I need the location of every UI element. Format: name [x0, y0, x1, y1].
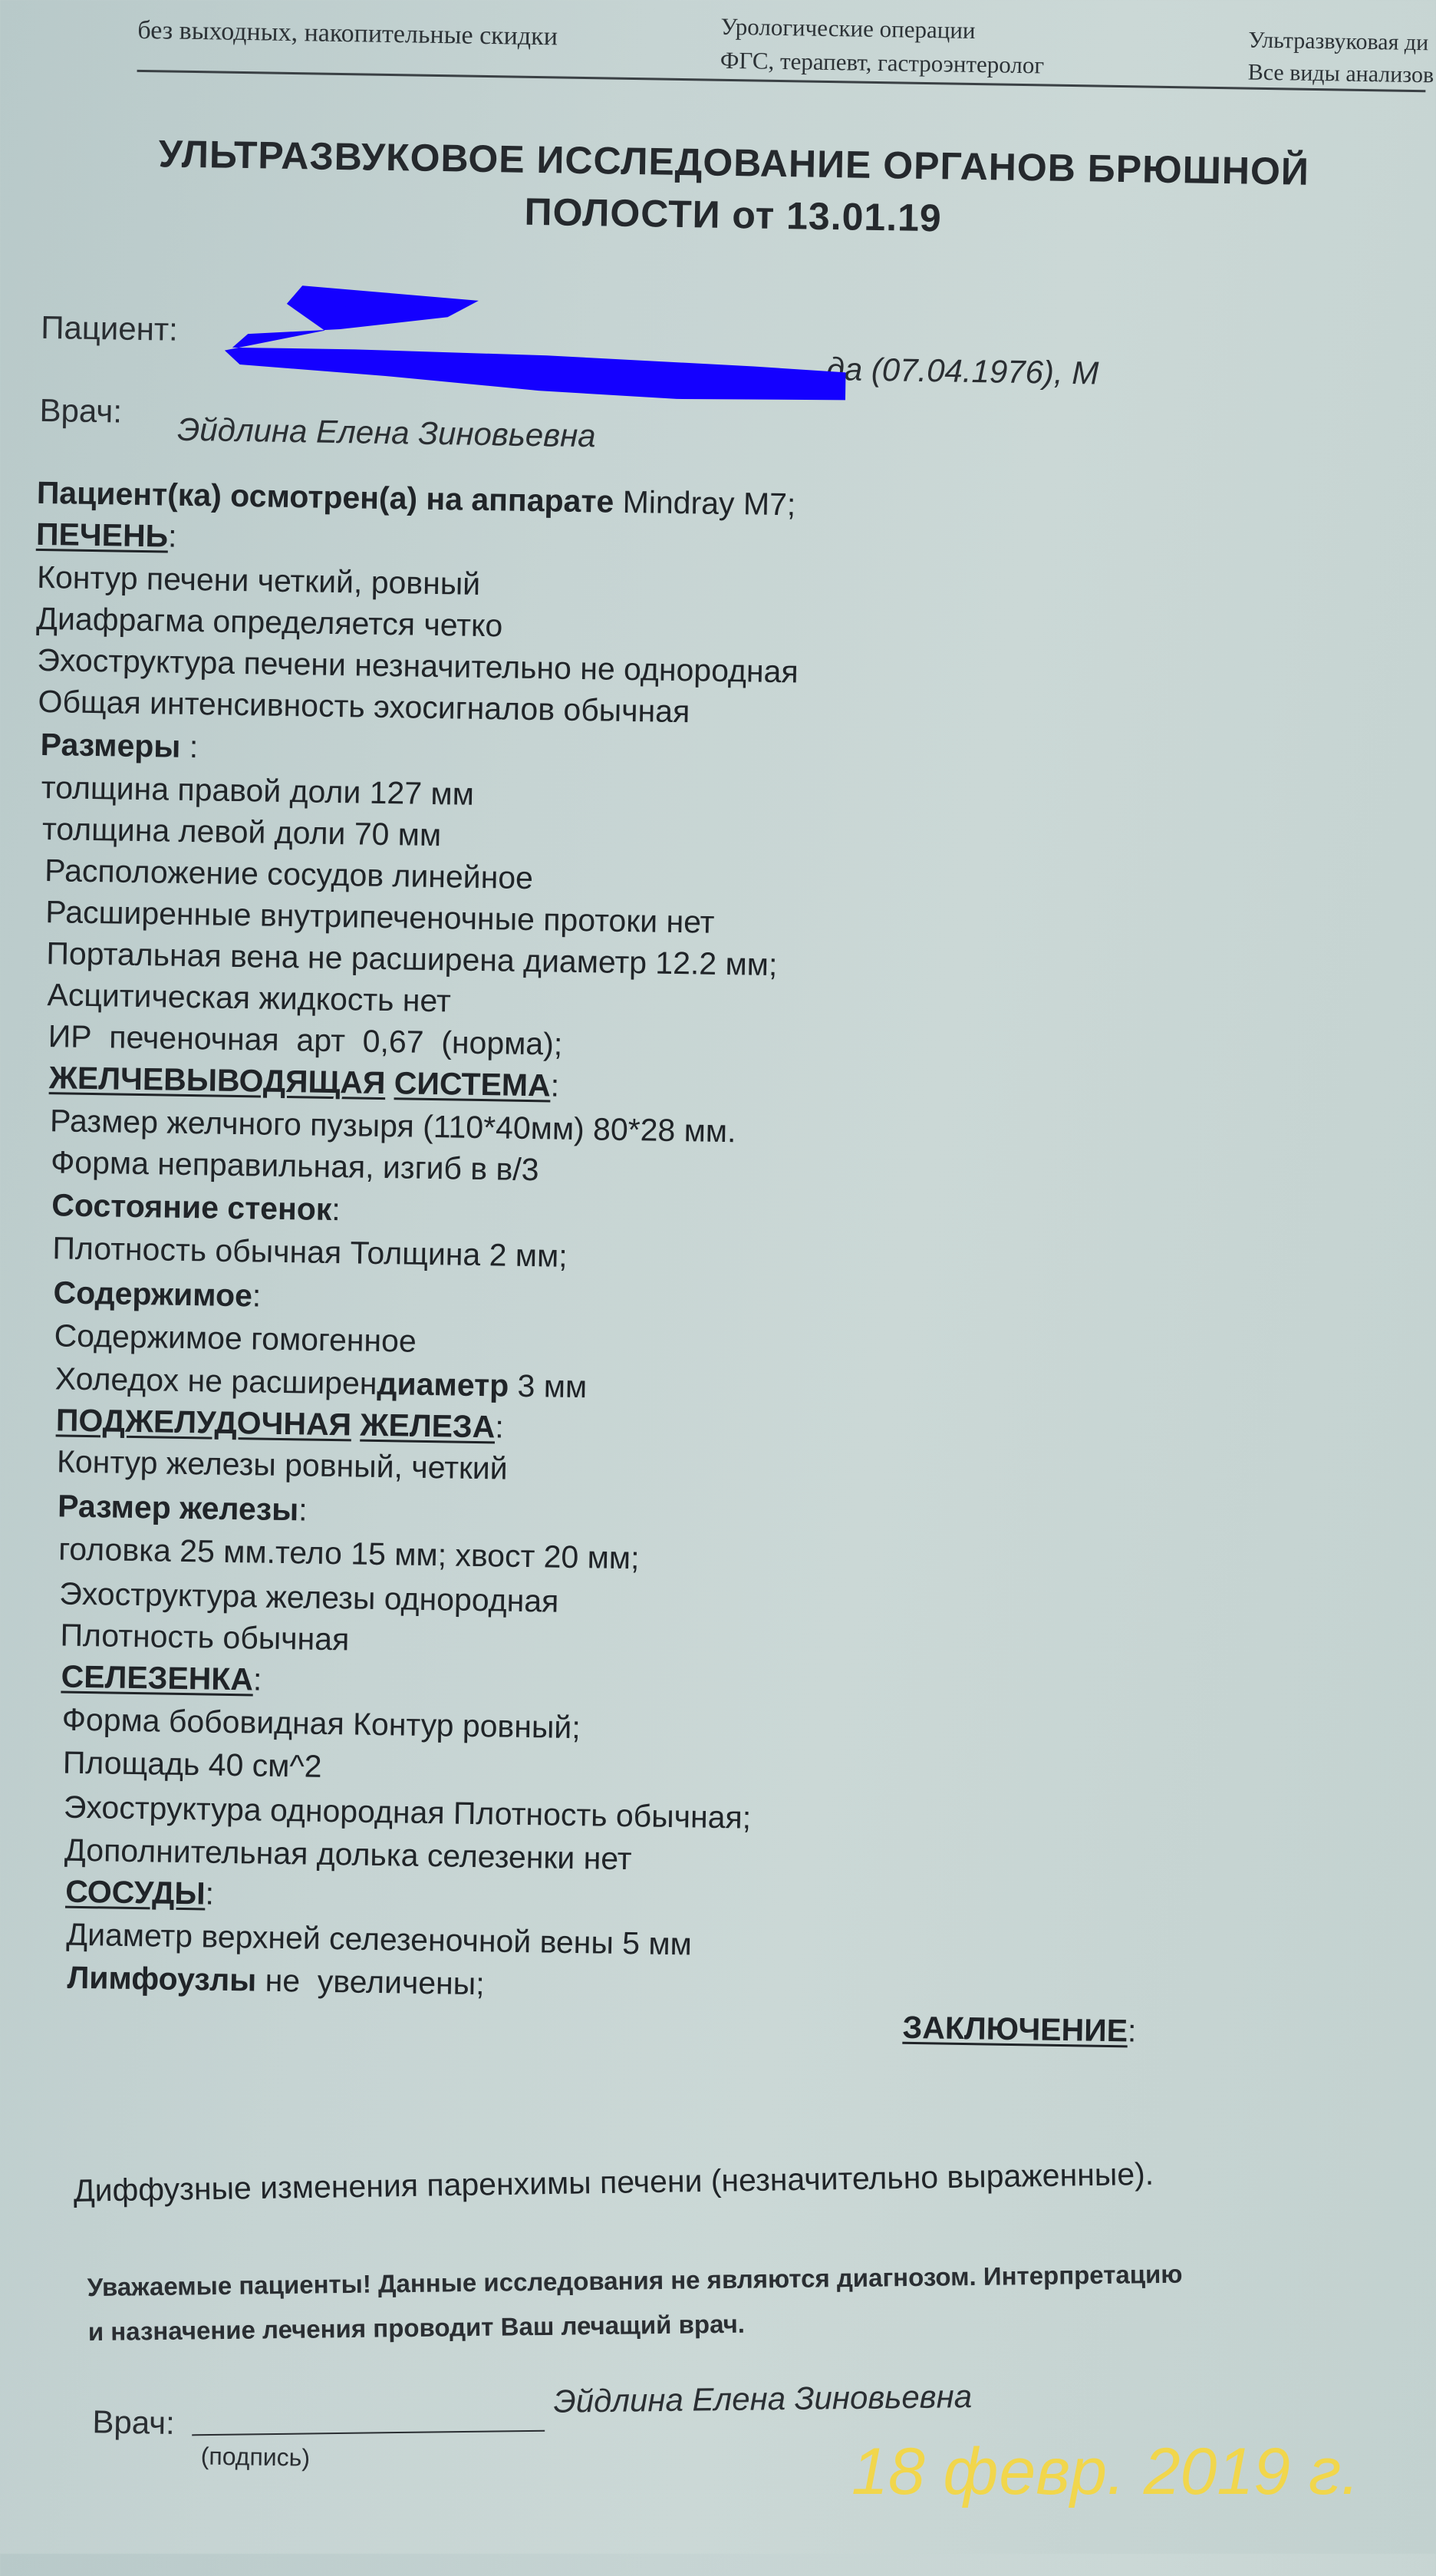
- doctor-name: Эйдлина Елена Зиновьевна: [176, 411, 597, 454]
- signature-caption: (подпись): [200, 2442, 311, 2472]
- patient-dob-sex: да (07.04.1976), М: [826, 350, 1099, 391]
- biliary-heading-colon: :: [550, 1067, 560, 1103]
- liver-sizes-label: [40, 727, 198, 765]
- liver-sizes-label-text: Размеры: [40, 726, 181, 764]
- liver-line: Общая интенсивность эхосигналов обычная: [38, 683, 690, 730]
- pancreas-heading-word1: ПОДЖЕЛУДОЧНАЯ: [55, 1402, 352, 1443]
- biliary-walls-colon: :: [331, 1191, 341, 1228]
- conclusion-heading-colon: :: [1127, 2013, 1137, 2049]
- spleen-line: Эхоструктура однородная Плотность обычная;: [63, 1789, 752, 1836]
- header-col1: без выходных, накопительные скидки: [137, 15, 558, 51]
- conclusion-text: Диффузные изменения паренхимы печени (незначительно выраженные).: [73, 2155, 1154, 2208]
- biliary-contents-label: [53, 1275, 261, 1314]
- spleen-heading-colon: :: [252, 1661, 262, 1697]
- biliary-walls-line: Плотность обычная Толщина 2 мм;: [52, 1230, 568, 1274]
- biliary-line: Размер желчного пузыря (110*40мм) 80*28 мм.: [49, 1103, 736, 1149]
- biliary-contents-label-text: Содержимое: [53, 1275, 253, 1314]
- liver-heading-text: ПЕЧЕНЬ: [35, 516, 169, 554]
- liver-sizes-colon: :: [180, 728, 199, 765]
- liver-heading: [36, 516, 177, 555]
- liver-size-line: Асцитическая жидкость нет: [47, 977, 452, 1019]
- header-col2-line1: Урологические операции: [720, 12, 976, 44]
- lymph-nodes-label: Лимфоузлы: [67, 1959, 257, 1998]
- pancreas-size-colon: :: [298, 1492, 308, 1528]
- pancreas-size-label-text: Размер железы: [57, 1488, 299, 1528]
- biliary-duct-prefix: Холедох не расширен: [54, 1361, 377, 1401]
- liver-size-line: Портальная вена не расширена диаметр 12.2 мм;: [46, 935, 778, 983]
- photo-date-stamp: 18 февр. 2019 г.: [851, 2435, 1360, 2508]
- biliary-duct-line: [54, 1361, 587, 1405]
- biliary-walls-label: [51, 1187, 341, 1228]
- liver-size-line: ИР печеночная арт 0,67 (норма);: [48, 1018, 563, 1062]
- patient-note-line1: Уважаемые пациенты! Данные исследования не являются диагнозом. Интерпретацию: [87, 2259, 1183, 2302]
- pancreas-heading-colon: :: [494, 1409, 505, 1445]
- spleen-heading-text: СЕЛЕЗЕНКА: [61, 1658, 254, 1697]
- pancreas-heading: [56, 1402, 505, 1445]
- doctor-label: Врач:: [39, 391, 123, 430]
- vessels-heading-colon: :: [205, 1875, 215, 1911]
- spleen-heading: [61, 1659, 262, 1698]
- signature-label: Врач:: [92, 2403, 176, 2441]
- pancreas-line: Контур железы ровный, четкий: [56, 1443, 509, 1486]
- redaction-mark: [216, 274, 878, 407]
- liver-size-line: Расширенные внутрипеченочные протоки нет: [44, 894, 715, 940]
- biliary-line: Форма неправильная, изгиб в в/3: [50, 1144, 539, 1188]
- biliary-heading-word2: СИСТЕМА: [394, 1065, 552, 1103]
- conclusion-heading-text: ЗАКЛЮЧЕНИЕ: [902, 2009, 1128, 2049]
- vessels-heading: [65, 1874, 214, 1912]
- vessels-line: Диаметр верхней селезеночной вены 5 мм: [66, 1916, 693, 1962]
- liver-size-line: Расположение сосудов линейное: [44, 853, 534, 896]
- liver-size-line: толщина левой доли 70 мм: [41, 811, 442, 853]
- pancreas-heading-word2: ЖЕЛЕЗА: [360, 1407, 496, 1445]
- header-col3-line1: Ультразвуковая ди: [1248, 27, 1429, 56]
- biliary-walls-label-text: Состояние стенок: [51, 1187, 332, 1227]
- biliary-heading-word1: ЖЕЛЧЕВЫВОДЯЩАЯ: [48, 1060, 386, 1101]
- pancreas-size-label: [58, 1488, 308, 1528]
- lymph-nodes-line: [67, 1960, 485, 2003]
- liver-line: Диафрагма определяется четко: [35, 600, 503, 644]
- lymph-nodes-value: не увеличены;: [255, 1962, 485, 2002]
- pancreas-size-line: Плотность обычная: [60, 1617, 350, 1657]
- biliary-duct-bold: диаметр: [377, 1365, 509, 1403]
- exam-device-name: Mindray M7;: [622, 483, 796, 523]
- liver-line: Контур печени четкий, ровный: [36, 559, 481, 602]
- spleen-line: Дополнительная долька селезенки нет: [64, 1832, 632, 1877]
- biliary-contents-colon: :: [252, 1278, 262, 1314]
- signature-line: [192, 2430, 545, 2436]
- conclusion-heading: [902, 2010, 1137, 2050]
- liver-line: Эхоструктура печени незначительно не однородная: [37, 642, 799, 690]
- spleen-line: Площадь 40 см^2: [62, 1744, 322, 1784]
- document-title-line2: ПОЛОСТИ от 13.01.19: [524, 190, 943, 240]
- vessels-heading-text: СОСУДЫ: [64, 1873, 206, 1911]
- header-col3-line2: Все виды анализов: [1247, 59, 1434, 88]
- patient-note-line2: и назначение лечения проводит Ваш лечащий врач.: [87, 2309, 746, 2347]
- document-title-line1: УЛЬТРАЗВУКОВОЕ ИССЛЕДОВАНИЕ ОРГАНОВ БРЮШНОЙ: [158, 132, 1310, 193]
- header-col2-line2: ФГС, терапевт, гастроэнтеролог: [720, 46, 1045, 79]
- liver-heading-colon: :: [167, 518, 177, 554]
- pancreas-size-line: головка 25 мм.тело 15 мм; хвост 20 мм;: [58, 1531, 640, 1576]
- biliary-contents-line: Содержимое гомогенное: [54, 1318, 417, 1359]
- biliary-heading: [49, 1060, 560, 1103]
- spleen-line: Форма бобовидная Контур ровный;: [61, 1701, 581, 1746]
- exam-device-prefix: Пациент(ка) осмотрен(а) на аппарате: [36, 474, 614, 519]
- patient-label: Пациент:: [40, 308, 179, 348]
- signature-doctor-name: Эйдлина Елена Зиновьевна: [553, 2378, 973, 2419]
- liver-size-line: толщина правой доли 127 мм: [41, 769, 475, 812]
- pancreas-size-line: Эхоструктура железы однородная: [59, 1575, 559, 1619]
- exam-device-line: [37, 475, 796, 523]
- biliary-duct-suffix: 3 мм: [508, 1367, 588, 1405]
